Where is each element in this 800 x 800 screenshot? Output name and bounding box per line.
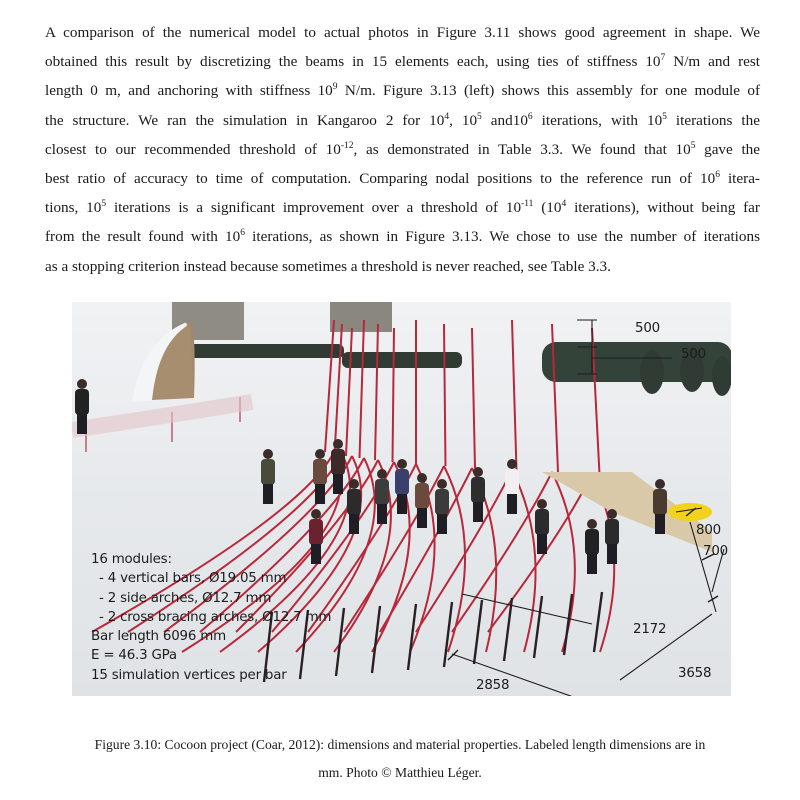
superscript: -12 (340, 140, 354, 151)
caption-line: Figure 3.10: Cocoon project (Coar, 2012): dimensions and material properties. Labeled length dimensions are in (94, 737, 706, 752)
superscript: 6 (527, 111, 533, 122)
paragraph-line: A comparison of the numerical model to actual photos in Figure 3.11 shows good agreement in shape. We (45, 24, 760, 41)
dimension-label: 3658 (678, 666, 712, 681)
superscript: 6 (715, 170, 720, 181)
paragraph-line: obtained this result by discretizing the beams in 15 elements each, using ties of stiffness $10^7$ N/m and rest (45, 53, 760, 71)
superscript: 5 (662, 111, 667, 122)
superscript: -11 (521, 199, 534, 210)
elastic-modulus: E = 46.3 GPa (91, 648, 177, 664)
figure-photo (72, 302, 731, 696)
paragraph-line: best ratio of accuracy to time of computation. Comparing nodal positions to the reference run of $10^6$ itera- (45, 170, 760, 188)
simulation-vertices: 15 simulation vertices per bar (91, 667, 287, 683)
paragraph-line: length 0 m, and anchoring with stiffness $10^9$ N/m. Figure 3.13 (left) shows this assembly for one module of (45, 82, 760, 100)
caption-line: mm. Photo © Matthieu Léger. (318, 765, 482, 780)
property-item: - 2 cross bracing arches, Ø12.7 mm (99, 609, 332, 625)
superscript: 5 (477, 111, 482, 122)
superscript: 5 (690, 140, 696, 151)
material-properties (91, 550, 331, 685)
paragraph-line: tions, $10^5$ iterations is a significant improvement over a threshold of $10^{-11}$ ($10^4$ iterations), without being far (45, 199, 760, 217)
dimension-label: 2172 (633, 622, 667, 637)
paragraph-line: from the result found with $10^6$ iterations, as shown in Figure 3.13. We chose to use the number of iterations (45, 228, 760, 246)
dimension-label: 700 (703, 544, 728, 559)
bridge-pillar (330, 302, 392, 332)
dimension-label: 800 (696, 523, 721, 538)
bar-length: Bar length 6096 mm (91, 629, 226, 645)
body-paragraph (45, 18, 760, 281)
superscript: 7 (660, 53, 666, 64)
modules-label: 16 modules: (91, 552, 172, 567)
dimension-label: 500 (635, 321, 660, 336)
property-item: - 4 vertical bars, Ø19.05 mm (99, 571, 287, 587)
paragraph-line: closest to our recommended threshold of $10^{-12}$, as demonstrated in Table 3.3. We found that $10^5$ gave the (45, 140, 760, 158)
superscript: 4 (561, 199, 567, 210)
dimension-label: 2858 (476, 678, 510, 693)
property-item: - 2 side arches, Ø12.7 mm (99, 590, 272, 606)
paragraph-line: as a stopping criterion instead because sometimes a threshold is never reached, see Table 3.3. (45, 257, 611, 275)
dimension-label: 500 (681, 347, 706, 362)
paragraph-line: the structure. We ran the simulation in Kangaroo 2 for $10^4$, $10^5$ $and10^6$ iterations, with $10^5$ iterations the (45, 111, 760, 129)
superscript: 6 (240, 228, 245, 239)
superscript: 5 (101, 199, 107, 210)
superscript: 4 (444, 111, 450, 122)
figure-caption (40, 731, 760, 787)
superscript: 9 (332, 82, 338, 93)
